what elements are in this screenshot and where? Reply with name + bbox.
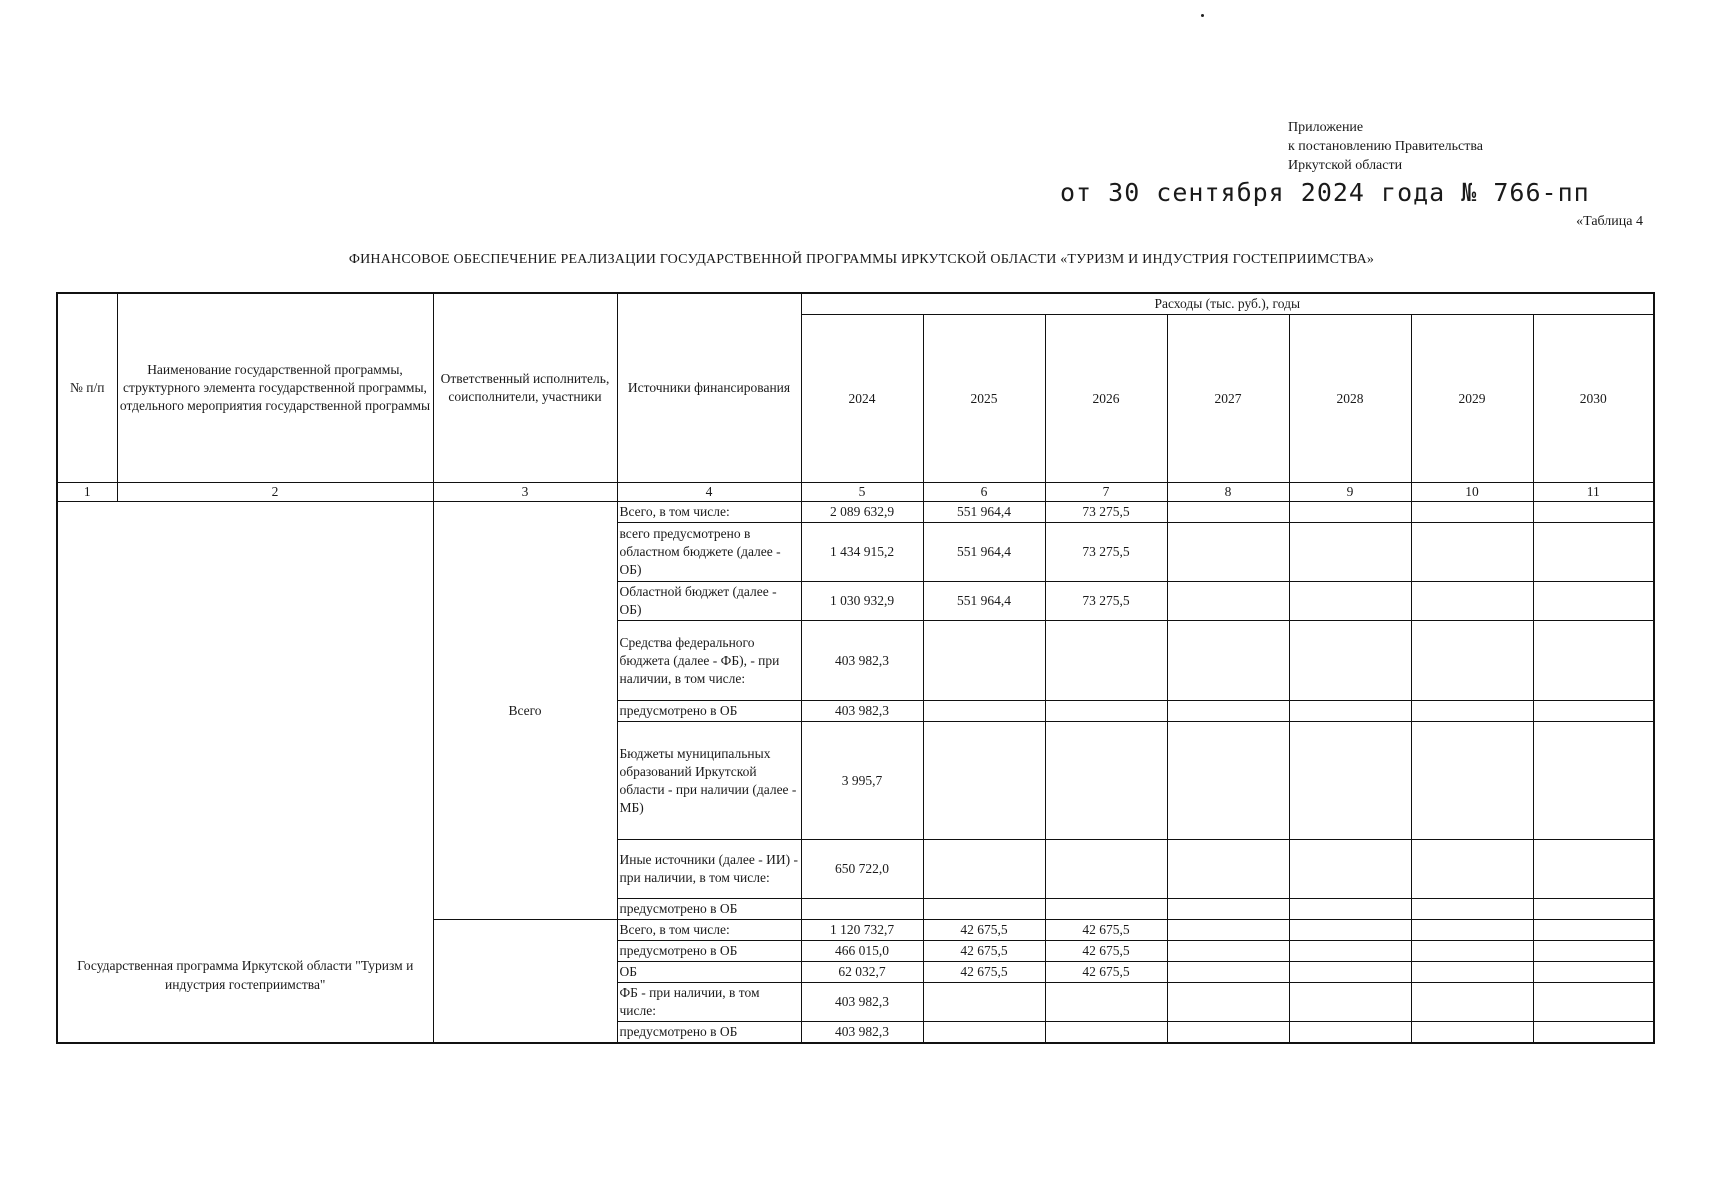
appendix-line: Иркутской области	[1288, 158, 1403, 173]
value-cell	[1289, 983, 1411, 1022]
header-year: 2026	[1045, 315, 1167, 483]
value-cell	[1167, 840, 1289, 899]
value-cell	[1167, 899, 1289, 920]
value-cell: 403 982,3	[801, 983, 923, 1022]
value-cell	[1411, 722, 1533, 840]
value-cell	[1533, 941, 1654, 962]
value-cell: 403 982,3	[801, 701, 923, 722]
financing-table	[56, 292, 1655, 1044]
source-cell: Бюджеты муниципальных образований Иркутской области - при наличии (далее - МБ)	[617, 722, 801, 840]
value-cell	[1045, 621, 1167, 701]
column-number: 6	[923, 483, 1045, 502]
value-cell	[1411, 621, 1533, 701]
value-cell	[1167, 722, 1289, 840]
column-number: 10	[1411, 483, 1533, 502]
source-cell: Иные источники (далее - ИИ) - при наличии, в том числе:	[617, 840, 801, 899]
table-row	[57, 502, 1654, 523]
value-cell	[1533, 701, 1654, 722]
value-cell	[1167, 920, 1289, 941]
value-cell	[1289, 920, 1411, 941]
value-cell	[1045, 722, 1167, 840]
value-cell	[1411, 840, 1533, 899]
value-cell: 466 015,0	[801, 941, 923, 962]
value-cell: 1 434 915,2	[801, 523, 923, 582]
value-cell	[1289, 722, 1411, 840]
value-cell: 1 030 932,9	[801, 582, 923, 621]
value-cell	[1045, 983, 1167, 1022]
header-col-source: Источники финансирования	[617, 293, 801, 483]
value-cell: 62 032,7	[801, 962, 923, 983]
value-cell	[923, 701, 1045, 722]
value-cell: 3 995,7	[801, 722, 923, 840]
column-number: 2	[117, 483, 433, 502]
value-cell	[1411, 983, 1533, 1022]
header-year: 2027	[1167, 315, 1289, 483]
source-cell: предусмотрено в ОБ	[617, 941, 801, 962]
value-cell	[1167, 701, 1289, 722]
value-cell	[1411, 502, 1533, 523]
value-cell	[923, 983, 1045, 1022]
value-cell: 551 964,4	[923, 582, 1045, 621]
value-cell	[1289, 962, 1411, 983]
header-year: 2029	[1411, 315, 1533, 483]
header-col-name: Наименование государственной программы, структурного элемента государственной программы, отдельного мероприятия государственной программы	[117, 293, 433, 483]
source-cell: ОБ	[617, 962, 801, 983]
value-cell	[1533, 920, 1654, 941]
header-year: 2025	[923, 315, 1045, 483]
value-cell	[801, 899, 923, 920]
value-cell	[923, 621, 1045, 701]
value-cell	[1533, 983, 1654, 1022]
value-cell	[1411, 920, 1533, 941]
header-col-num: № п/п	[57, 293, 117, 483]
value-cell: 42 675,5	[1045, 962, 1167, 983]
value-cell	[1533, 840, 1654, 899]
column-number: 1	[57, 483, 117, 502]
value-cell: 42 675,5	[923, 962, 1045, 983]
value-cell	[1411, 701, 1533, 722]
column-number: 5	[801, 483, 923, 502]
appendix-header	[1288, 118, 1483, 175]
value-cell	[1411, 941, 1533, 962]
value-cell	[1167, 621, 1289, 701]
value-cell	[1045, 899, 1167, 920]
value-cell	[1533, 523, 1654, 582]
value-cell: 73 275,5	[1045, 502, 1167, 523]
value-cell: 1 120 732,7	[801, 920, 923, 941]
value-cell: 403 982,3	[801, 621, 923, 701]
header-year: 2030	[1533, 315, 1654, 483]
value-cell: 551 964,4	[923, 523, 1045, 582]
source-cell: ФБ - при наличии, в том числе:	[617, 983, 801, 1022]
source-cell: Средства федерального бюджета (далее - ФБ), - при наличии, в том числе:	[617, 621, 801, 701]
value-cell	[1411, 582, 1533, 621]
column-number: 9	[1289, 483, 1411, 502]
value-cell	[1045, 701, 1167, 722]
appendix-line: к постановлению Правительства	[1288, 139, 1484, 154]
value-cell: 403 982,3	[801, 1022, 923, 1044]
value-cell: 42 675,5	[923, 920, 1045, 941]
value-cell	[1289, 840, 1411, 899]
table-label: «Таблица 4	[1576, 214, 1643, 229]
value-cell: 551 964,4	[923, 502, 1045, 523]
value-cell	[1533, 899, 1654, 920]
value-cell	[923, 840, 1045, 899]
value-cell	[923, 899, 1045, 920]
source-cell: предусмотрено в ОБ	[617, 899, 801, 920]
value-cell	[1167, 941, 1289, 962]
value-cell	[1533, 1022, 1654, 1044]
column-number: 4	[617, 483, 801, 502]
column-numbers-row	[57, 483, 1654, 502]
value-cell: 42 675,5	[1045, 941, 1167, 962]
value-cell	[1411, 523, 1533, 582]
value-cell	[1167, 1022, 1289, 1044]
appendix-line: Приложение	[1288, 120, 1364, 135]
value-cell	[1533, 502, 1654, 523]
header-col-responsible: Ответственный исполнитель, соисполнители, участники	[433, 293, 617, 483]
value-cell: 42 675,5	[923, 941, 1045, 962]
value-cell	[1411, 899, 1533, 920]
value-cell	[1045, 1022, 1167, 1044]
column-number: 11	[1533, 483, 1654, 502]
value-cell	[1167, 502, 1289, 523]
value-cell	[1167, 983, 1289, 1022]
value-cell	[1533, 962, 1654, 983]
scan-dot	[1201, 14, 1204, 17]
value-cell	[1533, 582, 1654, 621]
column-number: 3	[433, 483, 617, 502]
value-cell	[1289, 502, 1411, 523]
source-cell: Областной бюджет (далее - ОБ)	[617, 582, 801, 621]
column-number: 7	[1045, 483, 1167, 502]
header-year: 2028	[1289, 315, 1411, 483]
value-cell	[1411, 962, 1533, 983]
value-cell	[923, 722, 1045, 840]
document-title: ФИНАНСОВОЕ ОБЕСПЕЧЕНИЕ РЕАЛИЗАЦИИ ГОСУДАРСТВЕННОЙ ПРОГРАММЫ ИРКУТСКОЙ ОБЛАСТИ «ТУРИЗМ И ИНДУСТРИЯ ГОСТЕПРИИМСТВА»	[348, 252, 1375, 267]
value-cell	[1533, 621, 1654, 701]
value-cell	[1167, 523, 1289, 582]
responsible-all: Всего	[433, 502, 617, 920]
value-cell	[1167, 962, 1289, 983]
source-cell: всего предусмотрено в областном бюджете (далее - ОБ)	[617, 523, 801, 582]
value-cell: 73 275,5	[1045, 582, 1167, 621]
value-cell	[1289, 582, 1411, 621]
decree-date-number: от 30 сентября 2024 года № 766-пп	[1060, 178, 1590, 207]
value-cell	[1167, 582, 1289, 621]
value-cell	[1289, 621, 1411, 701]
source-cell: предусмотрено в ОБ	[617, 701, 801, 722]
value-cell	[1289, 1022, 1411, 1044]
value-cell	[1533, 722, 1654, 840]
value-cell: 42 675,5	[1045, 920, 1167, 941]
column-number: 8	[1167, 483, 1289, 502]
value-cell: 650 722,0	[801, 840, 923, 899]
value-cell: 2 089 632,9	[801, 502, 923, 523]
header-year: 2024	[801, 315, 923, 483]
value-cell	[1411, 1022, 1533, 1044]
value-cell	[1289, 701, 1411, 722]
source-cell: Всего, в том числе:	[617, 920, 801, 941]
value-cell	[1289, 523, 1411, 582]
value-cell: 73 275,5	[1045, 523, 1167, 582]
value-cell	[1289, 941, 1411, 962]
source-cell: Всего, в том числе:	[617, 502, 801, 523]
value-cell	[1045, 840, 1167, 899]
source-cell: предусмотрено в ОБ	[617, 1022, 801, 1044]
value-cell	[1289, 899, 1411, 920]
responsible-empty	[433, 920, 617, 1044]
value-cell	[923, 1022, 1045, 1044]
header-col-expenses: Расходы (тыс. руб.), годы	[801, 293, 1654, 315]
program-name: Государственная программа Иркутской области "Туризм и индустрия гостеприимства"	[57, 502, 433, 1044]
